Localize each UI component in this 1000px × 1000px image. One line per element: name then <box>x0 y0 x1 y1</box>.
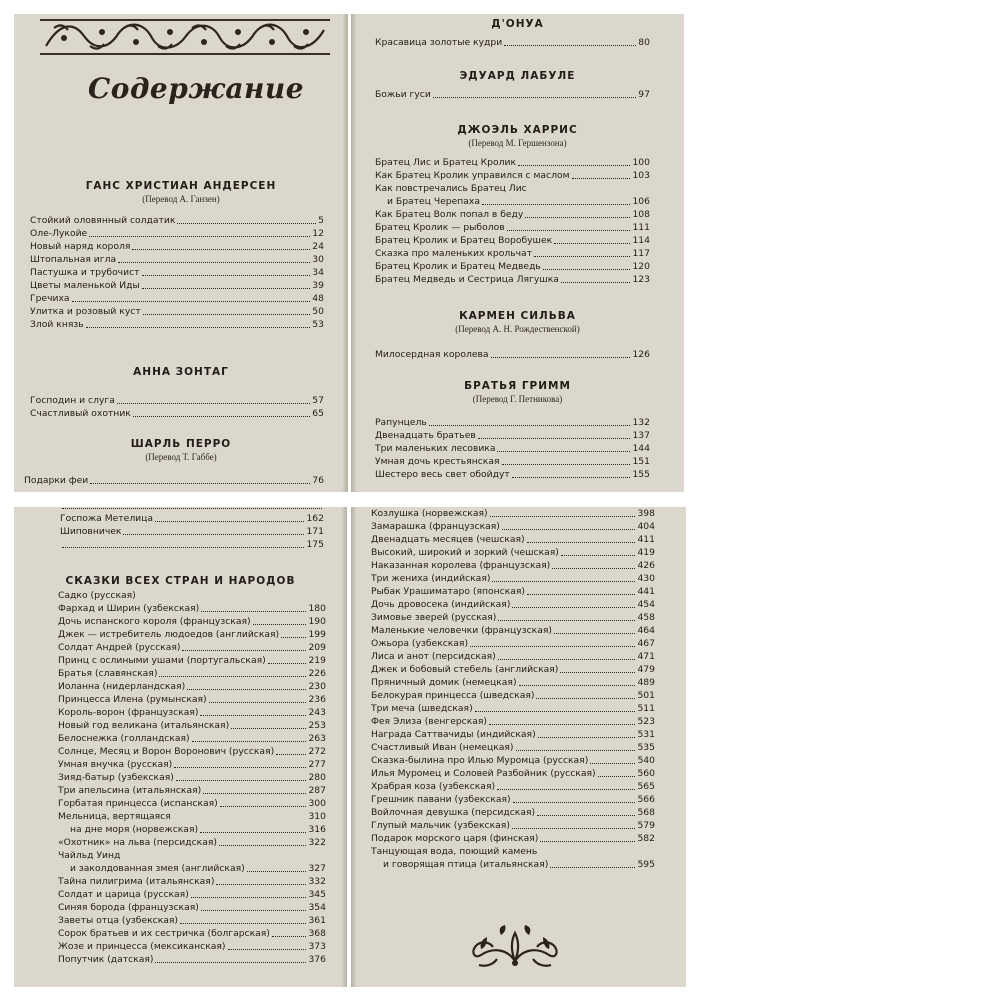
toc-entry[interactable]: Божьи гуси 97 <box>375 89 650 100</box>
toc-list <box>58 589 326 966</box>
toc-entry[interactable]: Три апельсина (итальянская) 287 <box>58 785 326 796</box>
toc-entry[interactable]: Тайна пилигрима (итальянская) 332 <box>58 876 326 887</box>
toc-entry[interactable]: Подарок морского царя (финская) 582 <box>371 833 655 844</box>
toc-entry[interactable]: Козлушка (норвежская) 398 <box>371 508 655 519</box>
section-andersen <box>14 180 348 331</box>
toc-entry[interactable]: Братец Кролик и Братец Воробушек 114 <box>375 235 650 246</box>
toc-entry[interactable]: Пастушка и трубочист 34 <box>30 267 324 278</box>
toc-list <box>375 416 650 481</box>
toc-entry[interactable]: Король-ворон (французская) 243 <box>58 707 326 718</box>
section-sylva <box>351 310 684 361</box>
toc-list <box>24 474 324 487</box>
translator-note: (Перевод А. Н. Рождественской) <box>455 324 580 334</box>
toc-entry[interactable]: Замарашка (французская) 404 <box>371 521 655 532</box>
toc-entry[interactable]: Дочь испанского короля (французская) 190 <box>58 616 326 627</box>
toc-entry[interactable]: Илья Муромец и Соловей Разбойник (русская) 560 <box>371 768 655 779</box>
toc-entry[interactable]: Джек — истребитель людоедов (английская) 199 <box>58 629 326 640</box>
toc-entry[interactable]: Гречиха 48 <box>30 293 324 304</box>
toc-entry[interactable]: Войлочная девушка (персидская) 568 <box>371 807 655 818</box>
author-heading: ШАРЛЬ ПЕРРО <box>130 438 232 450</box>
toc-entry[interactable]: 175 <box>60 538 324 551</box>
section-laboulaye <box>351 70 684 101</box>
page-gutter-shadow <box>351 507 357 987</box>
toc-entry[interactable]: Высокий, широкий и зоркий (чешская) 419 <box>371 547 655 558</box>
toc-entry[interactable]: Белоснежка (голландская) 263 <box>58 733 326 744</box>
book-page-contents-2 <box>351 14 684 492</box>
book-page-contents-1 <box>14 14 348 492</box>
toc-entry[interactable]: Счастливый охотник 65 <box>30 408 324 419</box>
section-grimm <box>351 380 684 481</box>
toc-entry[interactable]: на дне моря (норвежская) 316 <box>70 824 326 835</box>
toc-entry[interactable]: Братец Лис и Братец Кролик 100 <box>375 157 650 168</box>
author-heading: ГАНС ХРИСТИАН АНДЕРСЕН <box>85 180 277 192</box>
toc-entry[interactable]: Улитка и розовый куст 50 <box>30 306 324 317</box>
toc-entry[interactable]: Фархад и Ширин (узбекская) 180 <box>58 603 326 614</box>
toc-entry[interactable]: Цветы маленькой Иды 39 <box>30 280 324 291</box>
toc-entry[interactable]: Двенадцать братьев 137 <box>375 430 650 441</box>
toc-entry[interactable]: Наказанная королева (французская) 426 <box>371 560 655 571</box>
book-page-contents-4 <box>351 507 686 987</box>
toc-entry[interactable]: Стойкий оловянный солдатик 5 <box>30 215 324 226</box>
toc-entry[interactable]: Шиповничек 171 <box>60 526 324 537</box>
toc-entry[interactable]: Солдат и царица (русская) 345 <box>58 889 326 900</box>
toc-entry[interactable]: Храбрая коза (узбекская) 565 <box>371 781 655 792</box>
toc-entry[interactable]: Попутчик (датская) 376 <box>58 954 326 965</box>
author-heading: Д'ОНУА <box>491 18 544 30</box>
page-title: Содержание <box>88 72 305 105</box>
toc-entry[interactable]: Глупый мальчик (узбекская) 579 <box>371 820 655 831</box>
toc-entry[interactable]: Джек и бобовый стебель (английская) 479 <box>371 664 655 675</box>
toc-entry[interactable]: Милосердная королева 126 <box>375 349 650 360</box>
toc-entry[interactable]: Умная внучка (русская) 277 <box>58 759 326 770</box>
toc-entry[interactable]: Как повстречались Братец Лис <box>375 183 527 194</box>
toc-entry[interactable]: Синяя борода (французская) 354 <box>58 902 326 913</box>
translator-note: (Перевод Т. Габбе) <box>145 452 217 462</box>
floral-vine-border-icon <box>40 16 330 58</box>
translator-note: (Перевод М. Гершензона) <box>468 138 567 148</box>
author-heading: АННА ЗОНТАГ <box>133 366 229 378</box>
toc-entry[interactable]: Ожьора (узбекская) 467 <box>371 638 655 649</box>
toc-entry[interactable]: Принц с ослиными ушами (португальская) 219 <box>58 655 326 666</box>
toc-entry[interactable]: Дочь дровосека (индийская) 454 <box>371 599 655 610</box>
toc-entry[interactable]: Штопальная игла 30 <box>30 254 324 265</box>
toc-entry[interactable]: Принцесса Илена (румынская) 236 <box>58 694 326 705</box>
toc-entry[interactable]: Грешник павани (узбекская) 566 <box>371 794 655 805</box>
toc-entry[interactable]: Новый год великана (итальянская) 253 <box>58 720 326 731</box>
section-perrault <box>14 438 348 487</box>
toc-entry[interactable]: Награда Саттвачиды (индийская) 531 <box>371 729 655 740</box>
toc-entry[interactable]: Садко (русская) <box>58 590 136 601</box>
toc-entry[interactable]: Солнце, Месяц и Ворон Воронович (русская) 272 <box>58 746 326 757</box>
toc-entry[interactable]: Три маленьких лесовика 144 <box>375 443 650 454</box>
toc-entry[interactable]: Рапунцель 132 <box>375 417 650 428</box>
author-heading: КАРМЕН СИЛЬВА <box>459 310 576 322</box>
toc-entry[interactable]: Двенадцать месяцев (чешская) 411 <box>371 534 655 545</box>
toc-entry[interactable]: Злой князь 53 <box>30 319 324 330</box>
toc-entry[interactable]: Фея Элиза (венгерская) 523 <box>371 716 655 727</box>
toc-entry[interactable]: и говорящая птица (итальянская) 595 <box>383 859 655 870</box>
toc-entry[interactable]: Новый наряд короля 24 <box>30 241 324 252</box>
toc-list <box>375 348 650 361</box>
toc-entry[interactable]: Белокурая принцесса (шведская) 501 <box>371 690 655 701</box>
book-page-contents-3 <box>14 507 347 987</box>
toc-entry[interactable]: Жозе и принцесса (мексиканская) 373 <box>58 941 326 952</box>
toc-entry[interactable]: Лиса и анот (персидская) 471 <box>371 651 655 662</box>
toc-entry[interactable]: Братец Медведь и Сестрица Лягушка 123 <box>375 274 650 285</box>
toc-entry[interactable]: Подарки феи 76 <box>24 475 324 486</box>
toc-entry[interactable]: Братья (славянская) 226 <box>58 668 326 679</box>
toc-entry[interactable]: «Охотник» на льва (персидская) 322 <box>58 837 326 848</box>
toc-entry[interactable]: Маленькие человечки (французская) 464 <box>371 625 655 636</box>
section-harris <box>351 124 684 286</box>
toc-entry[interactable]: Господин и слуга 57 <box>30 395 324 406</box>
toc-entry[interactable]: Горбатая принцесса (испанская) 300 <box>58 798 326 809</box>
toc-list <box>371 507 655 871</box>
toc-entry[interactable]: Чайльд Уинд <box>58 850 121 861</box>
toc-entry[interactable]: Как Братец Кролик управился с маслом 103 <box>375 170 650 181</box>
section-heading: СКАЗКИ ВСЕХ СТРАН И НАРОДОВ <box>65 575 296 587</box>
floral-vignette-icon <box>467 925 563 969</box>
toc-entry[interactable]: Пряничный домик (немецкая) 489 <box>371 677 655 688</box>
toc-entry[interactable]: Три жениха (индийская) 430 <box>371 573 655 584</box>
toc-entry[interactable]: Сорок братьев и их сестричка (болгарская) 368 <box>58 928 326 939</box>
toc-entry[interactable]: Сказка про маленьких крольчат 117 <box>375 248 650 259</box>
toc-entry[interactable]: Госпожа Метелица 162 <box>60 513 324 524</box>
section-zontag <box>14 366 348 420</box>
toc-list <box>375 156 650 286</box>
toc-entry[interactable]: Братец Кролик и Братец Медведь 120 <box>375 261 650 272</box>
author-heading: ЭДУАРД ЛАБУЛЕ <box>459 70 576 82</box>
toc-entry[interactable]: и Братец Черепаха 106 <box>387 196 650 207</box>
toc-entry[interactable]: Рыбак Урашиматаро (японская) 441 <box>371 586 655 597</box>
toc-entry[interactable]: Зияд-батыр (узбекская) 280 <box>58 772 326 783</box>
toc-entry[interactable]: Братец Кролик — рыболов 111 <box>375 222 650 233</box>
toc-list-top <box>60 507 324 551</box>
toc-entry[interactable]: Оле-Лукойе 12 <box>30 228 324 239</box>
toc-list <box>30 214 324 331</box>
section-dauna <box>351 18 684 49</box>
toc-entry[interactable]: Танцующая вода, поющий камень <box>371 846 538 857</box>
toc-entry[interactable]: Счастливый Иван (немецкая) 535 <box>371 742 655 753</box>
toc-entry[interactable]: и заколдованная змея (английская) 327 <box>70 863 326 874</box>
translator-note: (Перевод А. Ганзен) <box>142 194 220 204</box>
toc-list <box>30 394 324 420</box>
toc-entry[interactable]: Солдат Андрей (русская) 209 <box>58 642 326 653</box>
toc-entry[interactable]: Зимовье зверей (русская) 458 <box>371 612 655 623</box>
toc-entry[interactable]: Заветы отца (узбекская) 361 <box>58 915 326 926</box>
toc-entry[interactable]: Как Братец Волк попал в беду 108 <box>375 209 650 220</box>
toc-entry[interactable]: Умная дочь крестьянская 151 <box>375 456 650 467</box>
author-heading: БРАТЬЯ ГРИММ <box>464 380 571 392</box>
toc-entry[interactable]: Красавица золотые кудри 80 <box>375 37 650 48</box>
author-heading: ДЖОЭЛЬ ХАРРИС <box>457 124 578 136</box>
toc-entry[interactable]: Три меча (шведская) 511 <box>371 703 655 714</box>
translator-note: (Перевод Г. Петникова) <box>472 394 563 404</box>
toc-entry[interactable]: Иоланна (нидерландская) 230 <box>58 681 326 692</box>
toc-entry[interactable]: Шестеро весь свет обойдут 155 <box>375 469 650 480</box>
toc-list <box>375 88 650 101</box>
toc-entry[interactable]: Сказка-былина про Илью Муромца (русская) 540 <box>371 755 655 766</box>
toc-entry[interactable]: Мельница, вертящаяся 310 <box>58 811 326 822</box>
toc-list <box>375 36 650 49</box>
